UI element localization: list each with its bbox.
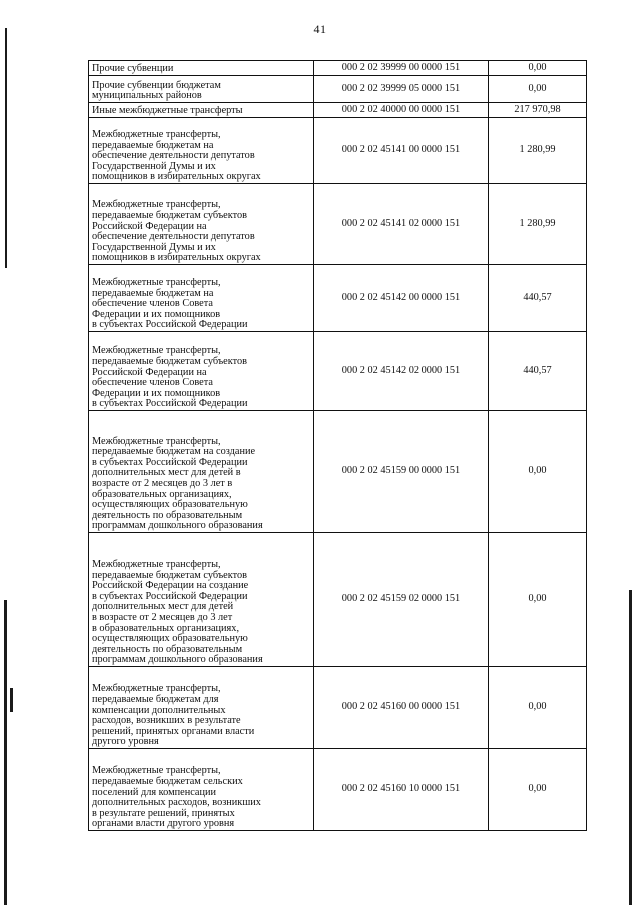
table-row — [89, 76, 587, 103]
scan-edge-right — [629, 590, 632, 905]
table-row — [89, 411, 587, 533]
row-amount-cell: 440,57 — [489, 332, 587, 411]
table-row — [89, 184, 587, 265]
row-code-cell: 000 2 02 45160 10 0000 151 — [314, 749, 489, 831]
row-amount-cell: 0,00 — [489, 61, 587, 76]
row-amount-cell: 0,00 — [489, 76, 587, 103]
table-row — [89, 667, 587, 749]
row-name-cell: Межбюджетные трансферты, передаваемые бюджетам на создание в субъектах Российской Федерации дополнительных мест для детей в возрасте от 2 месяцев до 3 лет в образовательных организациях, осуществляющих образовательную деятельность по образовательным программам дошкольного образования — [89, 411, 314, 533]
row-code-cell: 000 2 02 39999 05 0000 151 — [314, 76, 489, 103]
row-code-cell: 000 2 02 45142 00 0000 151 — [314, 265, 489, 332]
row-code-cell: 000 2 02 45160 00 0000 151 — [314, 667, 489, 749]
row-code-cell: 000 2 02 45141 02 0000 151 — [314, 184, 489, 265]
scan-mark-left — [10, 688, 13, 712]
row-name-cell: Межбюджетные трансферты, передаваемые бюджетам сельских поселений для компенсации дополнительных расходов, возникших в результате решений, принятых органами власти другого уровня — [89, 749, 314, 831]
row-name-cell: Межбюджетные трансферты, передаваемые бюджетам для компенсации дополнительных расходов, возникших в результате решений, принятых органами власти другого уровня — [89, 667, 314, 749]
row-name-cell: Иные межбюджетные трансферты — [89, 103, 314, 118]
budget-table — [88, 60, 587, 831]
row-code-cell: 000 2 02 39999 00 0000 151 — [314, 61, 489, 76]
scan-edge-left-top — [5, 28, 7, 268]
table-row — [89, 61, 587, 76]
row-amount-cell: 0,00 — [489, 411, 587, 533]
row-code-cell: 000 2 02 45142 02 0000 151 — [314, 332, 489, 411]
row-amount-cell: 1 280,99 — [489, 118, 587, 184]
row-amount-cell: 0,00 — [489, 667, 587, 749]
table-row — [89, 749, 587, 831]
row-name-cell: Межбюджетные трансферты, передаваемые бюджетам субъектов Российской Федерации на обеспечение членов Совета Федерации и их помощников в субъектах Российской Федерации — [89, 332, 314, 411]
row-name-cell: Межбюджетные трансферты, передаваемые бюджетам на обеспечение членов Совета Федерации и их помощников в субъектах Российской Федерации — [89, 265, 314, 332]
table-row — [89, 118, 587, 184]
row-amount-cell: 440,57 — [489, 265, 587, 332]
row-code-cell: 000 2 02 45141 00 0000 151 — [314, 118, 489, 184]
row-name-cell: Прочие субвенции бюджетам муниципальных районов — [89, 76, 314, 103]
table-row — [89, 533, 587, 667]
scan-edge-left-bottom — [4, 600, 7, 905]
row-code-cell: 000 2 02 40000 00 0000 151 — [314, 103, 489, 118]
row-name-cell: Межбюджетные трансферты, передаваемые бюджетам субъектов Российской Федерации на обеспечение деятельности депутатов Государственной Думы и их помощников в избирательных округах — [89, 184, 314, 265]
table-row — [89, 332, 587, 411]
row-amount-cell: 1 280,99 — [489, 184, 587, 265]
row-name-cell: Прочие субвенции — [89, 61, 314, 76]
row-code-cell: 000 2 02 45159 00 0000 151 — [314, 411, 489, 533]
budget-table-body — [89, 61, 587, 831]
table-row — [89, 265, 587, 332]
row-amount-cell: 0,00 — [489, 533, 587, 667]
row-amount-cell: 0,00 — [489, 749, 587, 831]
row-name-cell: Межбюджетные трансферты, передаваемые бюджетам на обеспечение деятельности депутатов Государственной Думы и их помощников в избирательных округах — [89, 118, 314, 184]
table-row — [89, 103, 587, 118]
row-name-cell: Межбюджетные трансферты, передаваемые бюджетам субъектов Российской Федерации на создание в субъектах Российской Федерации дополнительных мест для детей в возрасте от 2 месяцев до 3 лет в образовательных организациях, осуществляющих образовательную деятельность по образовательным программам дошкольного образования — [89, 533, 314, 667]
row-code-cell: 000 2 02 45159 02 0000 151 — [314, 533, 489, 667]
row-amount-cell: 217 970,98 — [489, 103, 587, 118]
page-number: 41 — [313, 22, 327, 36]
